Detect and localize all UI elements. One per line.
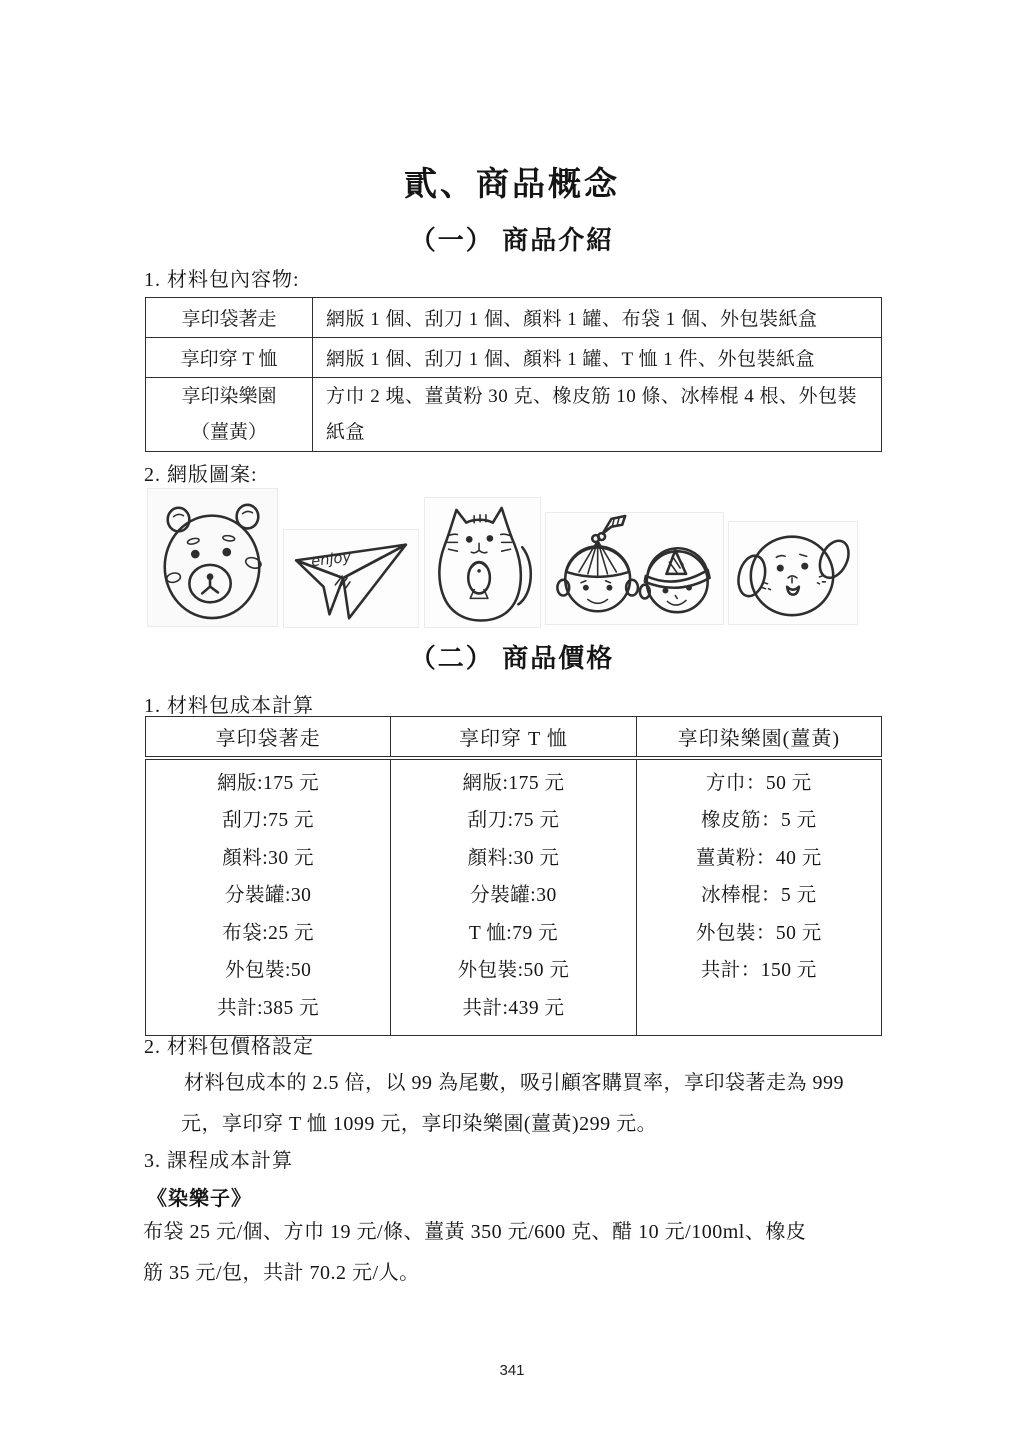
girl-and-boy-icon (546, 513, 723, 624)
course-line: 筋 35 元/包，共計 70.2 元/人。 (143, 1262, 420, 1284)
material-contents-table (145, 297, 882, 452)
product-name-cell: 享印染樂園 （薑黃） (146, 378, 313, 452)
pricing-paragraph (181, 1063, 844, 1145)
course-title: 《染樂子》 (147, 1188, 252, 1210)
label-material-contents: 1. 材料包內容物: (144, 269, 300, 291)
label-price-setting: 2. 材料包價格設定 (144, 1036, 314, 1058)
cost-col-header: 享印穿 T 恤 (391, 717, 636, 758)
label-course-cost: 3. 課程成本計算 (144, 1150, 293, 1172)
course-line: 布袋 25 元/個、方巾 19 元/條、薑黃 350 元/600 克、醋 10 元/100ml、橡皮 (143, 1221, 807, 1243)
pattern-image-cat (424, 497, 541, 628)
course-paragraph (143, 1212, 806, 1294)
page-title: 貳、商品概念 (404, 167, 620, 203)
cost-col-header: 享印染樂園(薑黃) (636, 717, 881, 758)
cost-col-bag: 網版:175 元 刮刀:75 元 顏料:30 元 分裝罐:30 布袋:25 元 外包裝:50 共計:385 元 (146, 758, 391, 1036)
label-cost-calc: 1. 材料包成本計算 (144, 695, 314, 717)
cost-col-tshirt: 網版:175 元 刮刀:75 元 顏料:30 元 分裝罐:30 T 恤:79 元 外包裝:50 元 共計:439 元 (391, 758, 636, 1036)
cost-table (145, 716, 882, 1036)
dog-face-icon (729, 522, 857, 624)
product-name-cell: 享印袋著走 (146, 298, 313, 338)
pattern-image-kids (545, 512, 724, 625)
bear-face-icon (148, 489, 277, 626)
pattern-image-dog (728, 521, 858, 625)
product-name-cell: 享印穿 T 恤 (146, 338, 313, 378)
paper-plane-icon (284, 530, 418, 627)
product-contents-cell: 網版 1 個、刮刀 1 個、顏料 1 罐、布袋 1 個、外包裝紙盒 (313, 298, 882, 338)
section-heading-price: （二） 商品價格 (409, 644, 615, 673)
cat-with-fish-icon (425, 498, 540, 627)
cost-table-header-row (146, 717, 882, 758)
pricing-line: 材料包成本的 2.5 倍，以 99 為尾數，吸引顧客購買率，享印袋著走為 999 (184, 1072, 844, 1094)
pricing-line: 元，享印穿 T 恤 1099 元，享印染樂園(薑黃)299 元。 (181, 1113, 658, 1135)
section-heading-intro: （一） 商品介紹 (409, 226, 615, 255)
table-row (146, 298, 882, 338)
plane-caption: enjoy (310, 548, 353, 571)
cost-col-dye: 方巾：50 元 橡皮筋：5 元 薑黃粉：40 元 冰棒棍：5 元 外包裝：50 元 共計：150 元 (636, 758, 881, 1036)
pattern-image-bear (147, 488, 278, 627)
table-row (146, 378, 882, 452)
pattern-image-plane (283, 529, 419, 628)
product-contents-cell: 網版 1 個、刮刀 1 個、顏料 1 罐、T 恤 1 件、外包裝紙盒 (313, 338, 882, 378)
label-pattern-images: 2. 網版圖案: (144, 464, 258, 486)
product-contents-cell: 方巾 2 塊、薑黃粉 30 克、橡皮筋 10 條、冰棒棍 4 根、外包裝 紙盒 (313, 378, 882, 452)
cost-col-header: 享印袋著走 (146, 717, 391, 758)
table-row (146, 338, 882, 378)
cost-table-body-row (146, 758, 882, 1036)
page-number: 341 (499, 1362, 525, 1379)
